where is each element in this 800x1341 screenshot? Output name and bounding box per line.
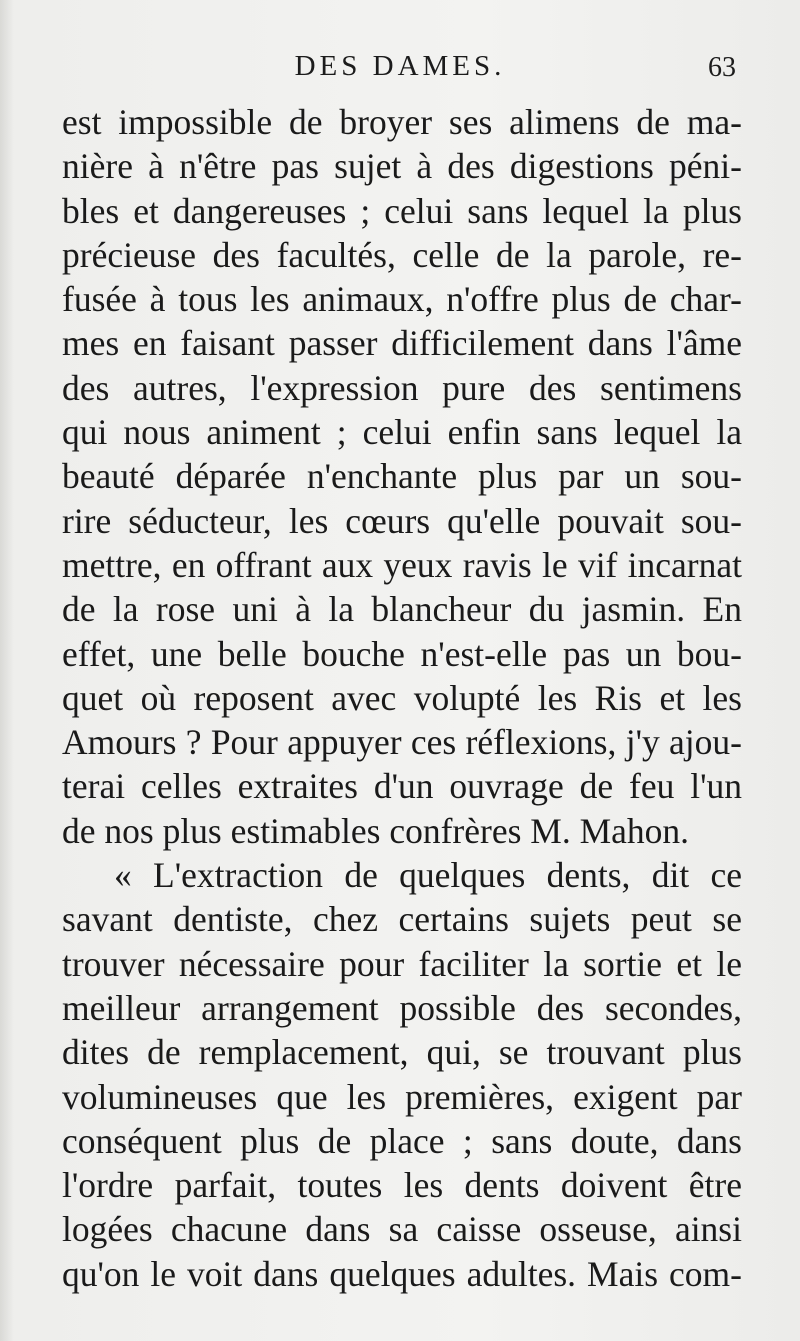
text-line: terai celles extraites d'un ouvrage de feu l'un bbox=[62, 766, 742, 807]
text-line: savant dentiste, chez certains sujets peut se bbox=[62, 899, 742, 940]
page-header bbox=[60, 50, 740, 90]
text-line: volumineuses que les premières, exigent par bbox=[62, 1076, 742, 1117]
text-line: quet où reposent avec volupté les Ris et les bbox=[62, 677, 742, 718]
text-line: dites de remplacement, qui, se trouvant plus bbox=[62, 1032, 742, 1073]
text-line: trouver nécessaire pour faciliter la sortie et le bbox=[62, 943, 742, 984]
page-number: 63 bbox=[708, 52, 736, 83]
text-line: meilleur arrangement possible des secondes, bbox=[62, 987, 742, 1028]
text-line: conséquent plus de place ; sans doute, dans bbox=[62, 1120, 742, 1161]
text-line: des autres, l'expression pure des sentimens bbox=[62, 367, 742, 408]
text-line: mettre, en offrant aux yeux ravis le vif incarnat bbox=[62, 544, 742, 585]
text-line: qui nous animent ; celui enfin sans lequel la bbox=[62, 412, 742, 453]
text-line: bles et dangereuses ; celui sans lequel la plus bbox=[62, 190, 742, 231]
text-line: effet, une belle bouche n'est-elle pas un bou- bbox=[62, 633, 742, 674]
paragraph bbox=[62, 100, 742, 853]
text-line: de la rose uni à la blancheur du jasmin. En bbox=[62, 589, 742, 630]
text-line: est impossible de broyer ses alimens de ma- bbox=[62, 102, 742, 142]
text-line: beauté déparée n'enchante plus par un sou- bbox=[62, 456, 742, 497]
paragraph bbox=[62, 853, 742, 1296]
text-line: l'ordre parfait, toutes les dents doivent être bbox=[62, 1165, 742, 1206]
text-line: mes en faisant passer difficilement dans l'âme bbox=[62, 323, 742, 364]
text-line: nière à n'être pas sujet à des digestions péni- bbox=[62, 146, 742, 187]
text-line: fusée à tous les animaux, n'offre plus de char- bbox=[62, 279, 742, 320]
text-line: qu'on le voit dans quelques adultes. Mais com- bbox=[62, 1253, 742, 1294]
text-line: logées chacune dans sa caisse osseuse, ainsi bbox=[62, 1209, 742, 1250]
text-line: précieuse des facultés, celle de la parole, re- bbox=[62, 234, 742, 275]
text-line: « L'extraction de quelques dents, dit ce bbox=[114, 855, 742, 896]
text-line: Amours ? Pour appuyer ces réflexions, j'y ajou- bbox=[62, 722, 742, 763]
text-line: de nos plus estimables confrères M. Mahon. bbox=[62, 810, 690, 851]
text-line: rire séducteur, les cœurs qu'elle pouvait sou- bbox=[62, 500, 742, 541]
running-title: DES DAMES. bbox=[294, 50, 506, 82]
body-text bbox=[62, 100, 742, 1296]
